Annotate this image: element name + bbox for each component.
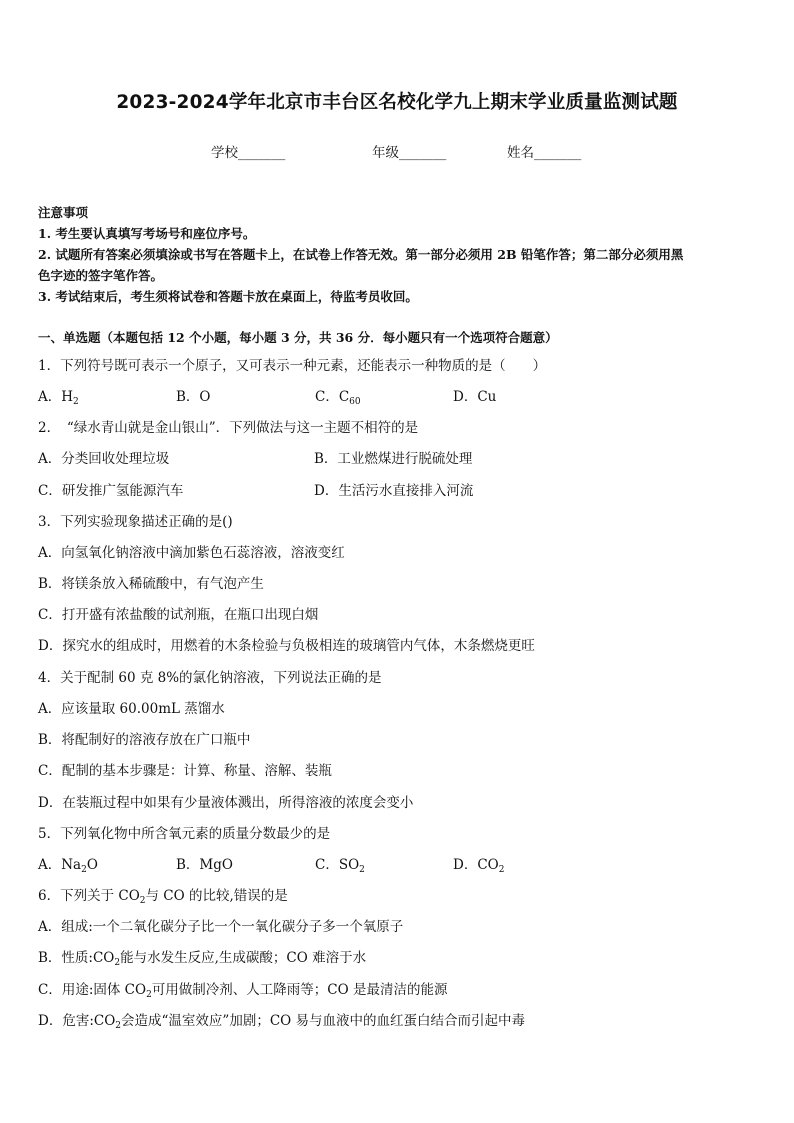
option-text: B．性质:CO — [38, 950, 115, 966]
q4-option-c: C．配制的基本步骤是：计算、称量、溶解、装瓶 — [38, 763, 332, 779]
subscript: 2 — [81, 865, 87, 875]
option-text: A．H — [38, 389, 74, 405]
option-text: 能与水发生反应,生成碳酸；CO 难溶于水 — [120, 950, 367, 966]
grade-field: 年级_______ — [372, 145, 447, 161]
q4-option-a: A．应该量取 60.00mL 蒸馏水 — [38, 701, 225, 717]
page-title: 2023-2024学年北京市丰台区名校化学九上期末学业质量监测试题 — [116, 92, 678, 113]
question-5-stem: 5．下列氧化物中所含氧元素的质量分数最少的是 — [38, 826, 331, 842]
subscript: 2 — [146, 990, 152, 1000]
q3-option-d: D．探究水的组成时，用燃着的木条检验与负极相连的玻璃管内气体，木条燃烧更旺 — [38, 638, 535, 654]
q5-option-a — [38, 853, 98, 873]
q5-option-c — [315, 853, 365, 873]
q1-option-b: B．O — [176, 389, 211, 405]
notice-item: 2. 试题所有答案必须填涂或书写在答题卡上，在试卷上作答无效。第一部分必须用 2B 铅笔作答；第二部分必须用黑 — [38, 247, 684, 262]
subscript: 2 — [359, 865, 365, 875]
question-4-stem: 4．关于配制 60 克 8%的氯化钠溶液，下列说法正确的是 — [38, 670, 382, 686]
subscript: 2 — [498, 865, 505, 875]
subscript: 2 — [115, 1021, 122, 1031]
option-text: C．SO — [315, 857, 360, 873]
q4-option-b: B．将配制好的溶液存放在广口瓶中 — [38, 732, 251, 748]
option-text: D．CO — [453, 857, 499, 873]
q5-option-b: B．MgO — [176, 857, 233, 873]
school-field: 学校_______ — [211, 145, 286, 161]
q4-option-d: D．在装瓶过程中如果有少量液体溅出，所得溶液的浓度会变小 — [38, 795, 414, 811]
q2-option-d: D．生活污水直接排入河流 — [314, 483, 474, 499]
question-3-stem: 3．下列实验现象描述正确的是() — [38, 514, 233, 530]
q1-option-a — [38, 385, 79, 405]
option-text: C．C — [315, 389, 350, 405]
q6-option-d — [38, 1009, 525, 1029]
subscript: 2 — [139, 896, 146, 906]
q3-option-b: B．将镁条放入稀硫酸中，有气泡产生 — [38, 576, 264, 592]
q3-option-c: C．打开盛有浓盐酸的试剂瓶，在瓶口出现白烟 — [38, 607, 319, 623]
question-2-stem: 2． “绿水青山就是金山银山”．下列做法与这一主题不相符的是 — [38, 420, 419, 436]
q5-option-d — [453, 853, 504, 873]
option-text: O — [86, 857, 98, 873]
option-text: 可用做制冷剂、人工降雨等；CO 是最清洁的能源 — [151, 982, 448, 998]
option-text: D．危害:CO — [38, 1013, 116, 1029]
name-field: 姓名_______ — [507, 145, 582, 161]
option-text: C．用途:固体 CO — [38, 982, 147, 998]
q1-option-d: D．Cu — [453, 389, 497, 405]
q6-option-c — [38, 978, 448, 998]
q2-option-a: A．分类回收处理垃圾 — [38, 451, 170, 467]
q6-option-b — [38, 946, 366, 966]
section-heading: 一、单选题（本题包括 12 个小题，每小题 3 分，共 36 分．每小题只有一个选项符合题意） — [38, 330, 558, 345]
notice-item: 色字迹的签字笔作答。 — [38, 268, 164, 283]
stem-text: 与 CO 的比较,错误的是 — [145, 888, 288, 904]
notice-item: 1. 考生要认真填写考场号和座位序号。 — [38, 226, 256, 241]
option-text: A．Na — [38, 857, 82, 873]
option-text: 会造成“温室效应”加剧；CO 易与血液中的血红蛋白结合而引起中毒 — [121, 1013, 526, 1029]
subscript: 60 — [349, 397, 361, 407]
q3-option-a: A．向氢氧化钠溶液中滴加紫色石蕊溶液，溶液变红 — [38, 545, 345, 561]
subscript: 2 — [73, 397, 79, 407]
notice-item: 3. 考试结束后，考生须将试卷和答题卡放在桌面上，待监考员收回。 — [38, 289, 418, 304]
notice-heading: 注意事项 — [38, 205, 89, 220]
q2-option-c: C．研发推广氢能源汽车 — [38, 483, 184, 499]
question-6-stem — [38, 884, 288, 904]
q6-option-a: A．组成:一个二氧化碳分子比一个一氧化碳分子多一个氧原子 — [38, 919, 404, 935]
question-1-stem: 1．下列符号既可表示一个原子，又可表示一种元素，还能表示一种物质的是（ ） — [38, 358, 547, 374]
q2-option-b: B．工业燃煤进行脱硫处理 — [314, 451, 473, 467]
subscript: 2 — [114, 958, 121, 968]
stem-text: 6．下列关于 CO — [38, 888, 140, 904]
q1-option-c — [315, 385, 361, 405]
